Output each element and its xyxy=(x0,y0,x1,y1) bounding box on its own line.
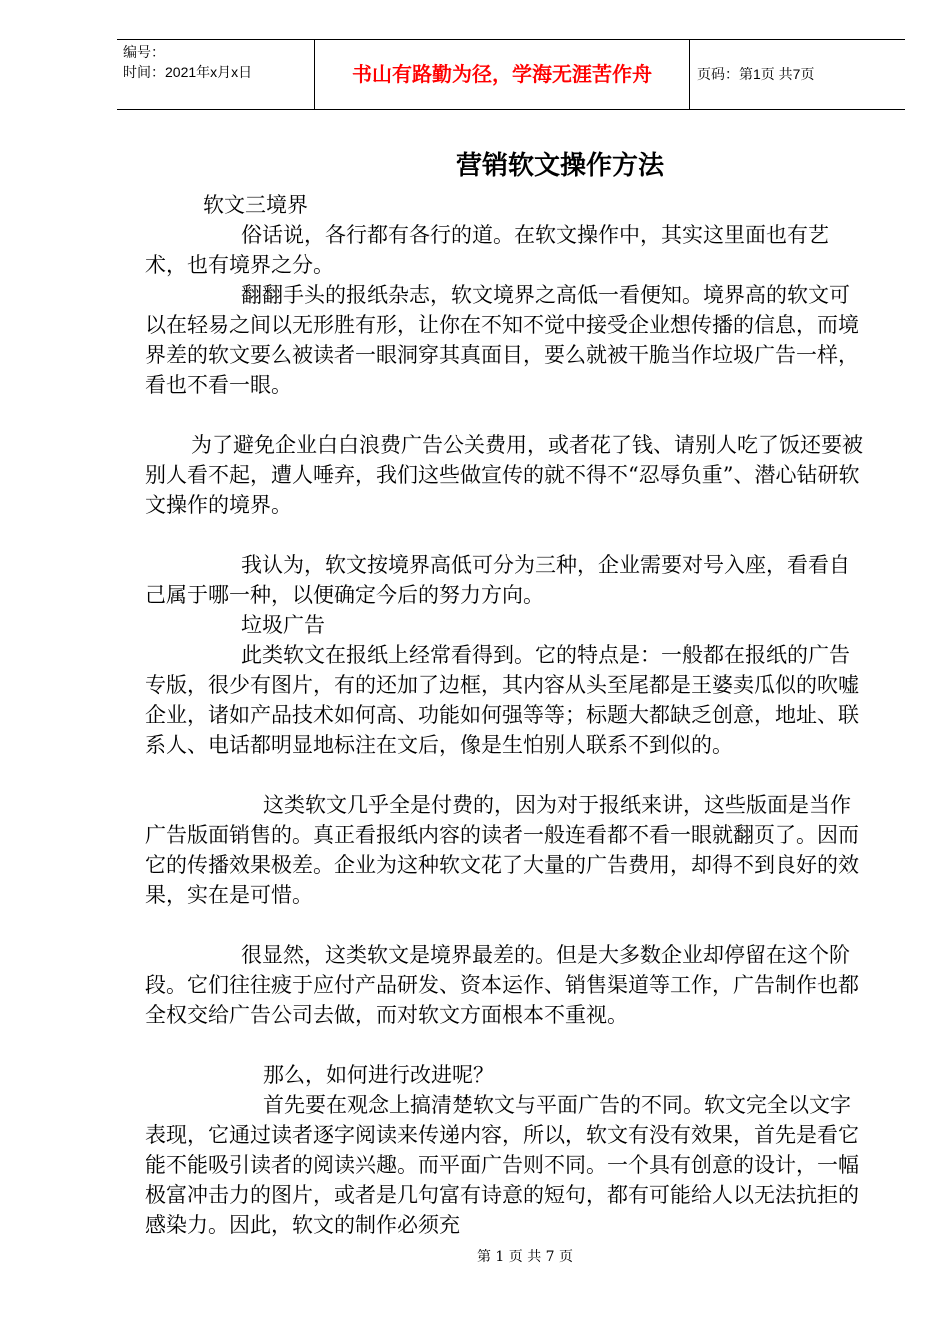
paragraph: 俗话说，各行都有各行的道。在软文操作中，其实这里面也有艺术，也有境界之分。 xyxy=(145,223,829,277)
document-title: 营销软文操作方法 xyxy=(455,151,664,181)
page-header xyxy=(117,39,905,110)
section-heading: 垃圾广告 xyxy=(241,613,325,637)
header-meta xyxy=(117,40,315,109)
paragraph: 翻翻手头的报纸杂志，软文境界之高低一看便知。境界高的软文可以在轻易之间以无形胜有形，让你在不知不觉中接受企业想传播的信息，而境界差的软文要么被读者一眼洞穿其真面目，要么就被干脆当作垃圾广告一样，看也不看一眼。 xyxy=(145,283,859,397)
document-body xyxy=(145,190,865,1240)
paragraph: 为了避免企业白白浪费广告公关费用，或者花了钱、请别人吃了饭还要被别人看不起，遭人唾弃，我们这些做宣传的就不得不“忍辱负重”、潜心钻研软文操作的境界。 xyxy=(145,433,863,517)
document-number: 编号： xyxy=(123,44,165,60)
paragraph: 这类软文几乎全是付费的，因为对于报纸来讲，这些版面是当作广告版面销售的。真正看报纸内容的读者一般连看都不看一眼就翻页了。因而它的传播效果极差。企业为这种软文花了大量的广告费用，却得不到良好的效果，实在是可惜。 xyxy=(145,793,859,907)
document-time: 时间：2021年x月x日 xyxy=(123,64,253,80)
paragraph: 很显然，这类软文是境界最差的。但是大多数企业却停留在这个阶段。它们往往疲于应付产品研发、资本运作、销售渠道等工作，广告制作也都全权交给广告公司去做，而对软文方面根本不重视。 xyxy=(145,943,859,1027)
header-slogan: 书山有路勤为径，学海无涯苦作舟 xyxy=(315,40,690,109)
section-heading: 软文三境界 xyxy=(203,193,308,217)
paragraph: 那么，如何进行改进呢？ xyxy=(263,1063,494,1087)
header-page-number: 页码：第1页 共7页 xyxy=(697,66,815,82)
paragraph: 我认为，软文按境界高低可分为三种，企业需要对号入座，看看自己属于哪一种，以便确定今后的努力方向。 xyxy=(145,553,850,607)
page-footer: 第 1 页 共 7 页 xyxy=(476,1249,574,1265)
paragraph: 首先要在观念上搞清楚软文与平面广告的不同。软文完全以文字表现，它通过读者逐字阅读来传递内容，所以，软文有没有效果，首先是看它能不能吸引读者的阅读兴趣。而平面广告则不同。一个具有创意的设计，一幅极富冲击力的图片，或者是几句富有诗意的短句，都有可能给人以无法抗拒的感染力。因此，软文的制作必须充 xyxy=(145,1093,859,1237)
paragraph: 此类软文在报纸上经常看得到。它的特点是：一般都在报纸的广告专版，很少有图片，有的还加了边框，其内容从头至尾都是王婆卖瓜似的吹嘘企业，诸如产品技术如何高、功能如何强等等；标题大都缺乏创意，地址、联系人、电话都明显地标注在文后，像是生怕别人联系不到似的。 xyxy=(145,643,859,757)
